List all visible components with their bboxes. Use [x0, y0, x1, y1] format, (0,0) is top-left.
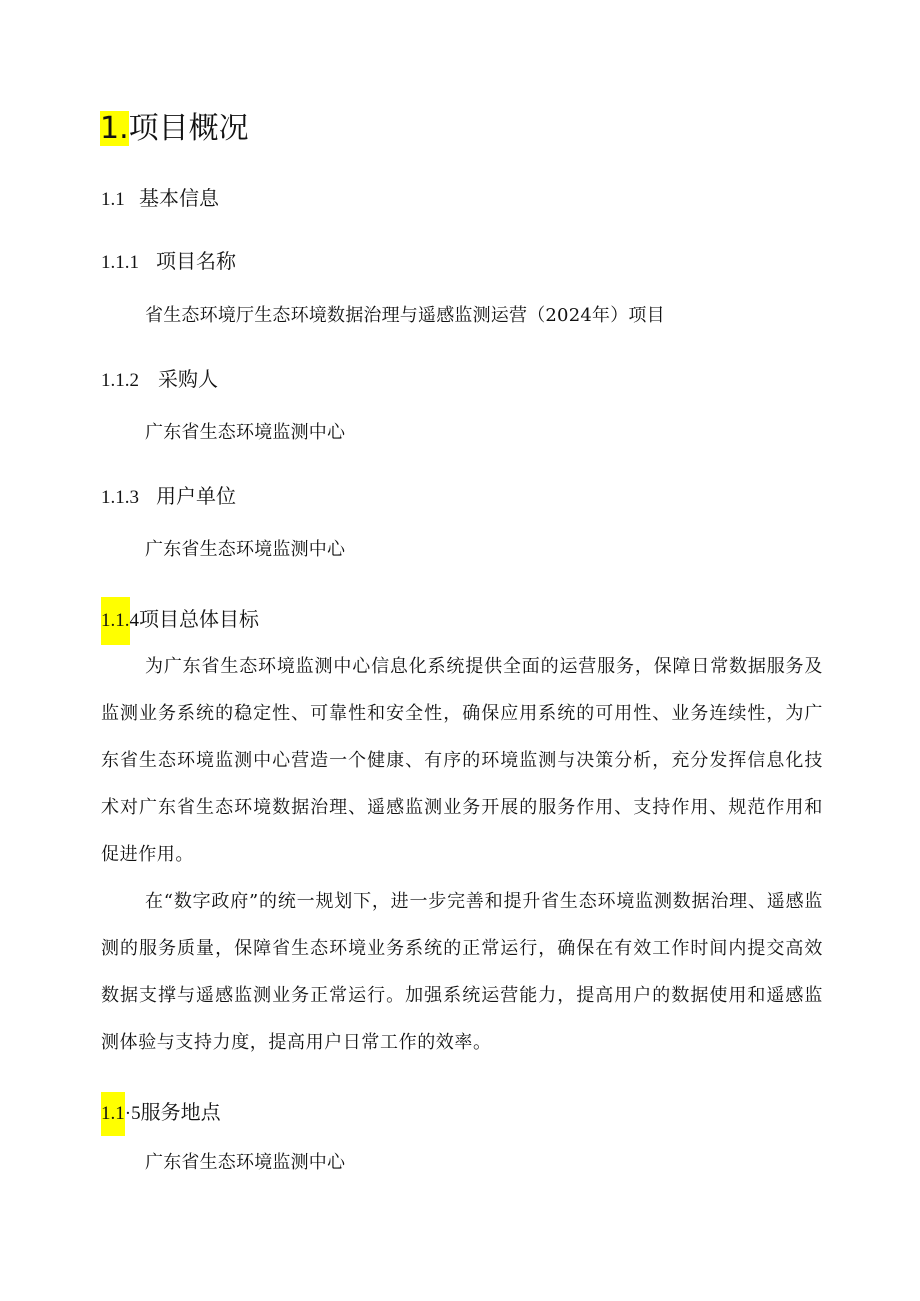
heading-1-1-1-number: 1.1.1	[101, 252, 139, 273]
heading-1-1	[101, 183, 219, 215]
heading-1-1-3-title: 用户单位	[156, 484, 236, 508]
purchaser-text: 广东省生态环境监测中心	[145, 422, 346, 443]
heading-1-1-5	[101, 1092, 221, 1136]
heading-1-1-1	[101, 246, 236, 278]
heading-1-1-4-number-rest: 4	[129, 610, 139, 631]
heading-1	[100, 106, 249, 152]
heading-1-1-5-number-highlight: 1.1	[101, 1092, 125, 1136]
heading-1-1-5-number-rest: ·5	[124, 1103, 141, 1124]
heading-1-1-title: 基本信息	[139, 186, 219, 210]
heading-1-1-3	[101, 481, 236, 513]
heading-1-title: 项目概况	[128, 111, 249, 146]
heading-1-1-3-number: 1.1.3	[101, 487, 139, 508]
heading-1-1-4-number-highlight: 1.1.	[101, 597, 130, 645]
heading-1-number: 1.	[100, 111, 129, 146]
service-location-text: 广东省生态环境监测中心	[145, 1152, 346, 1173]
goal-paragraph-2: 在“数字政府”的统一规划下，进一步完善和提升省生态环境监测数据治理、遥感监测的服务质量，保障省生态环境业务系统的正常运行，确保在有效工作时间内提交高效数据支撑与遥感监测业务正常运行。加强系统运营能力，提高用户的数据使用和遥感监测体验与支持力度，提高用户日常工作的效率。	[101, 891, 823, 1053]
heading-1-1-1-title: 项目名称	[156, 249, 236, 273]
user-unit-text: 广东省生态环境监测中心	[145, 539, 346, 560]
heading-1-1-number: 1.1	[101, 189, 125, 210]
heading-1-1-4	[101, 597, 259, 645]
heading-1-1-2-number: 1.1.2	[101, 370, 139, 391]
heading-1-1-2-title: 采购人	[158, 367, 218, 391]
project-name-text: 省生态环境厅生态环境数据治理与遥感监测运营（2024年）项目	[145, 305, 665, 326]
goal-paragraph-1: 为广东省生态环境监测中心信息化系统提供全面的运营服务，保障日常数据服务及监测业务系统的稳定性、可靠性和安全性，确保应用系统的可用性、业务连续性，为广东省生态环境监测中心营造一个健康、有序的环境监测与决策分析，充分发挥信息化技术对广东省生态环境数据治理、遥感监测业务开展的服务作用、支持作用、规范作用和促进作用。	[101, 656, 823, 865]
heading-1-1-4-title: 项目总体目标	[139, 607, 259, 631]
heading-1-1-5-title: 服务地点	[140, 1100, 221, 1124]
heading-1-1-2	[101, 364, 218, 396]
